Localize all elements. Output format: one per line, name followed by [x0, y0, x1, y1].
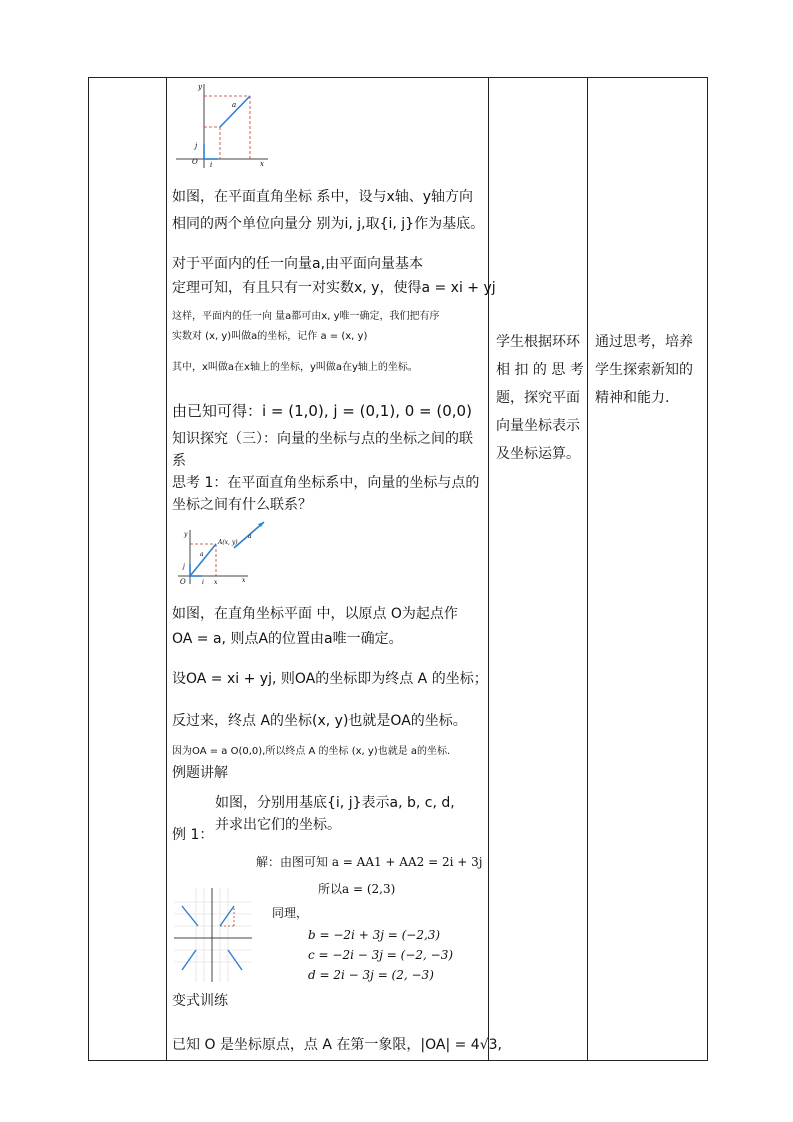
fig2-y-label: y — [184, 531, 188, 538]
example-line1: 如图，分别用基底{i, j}表示a, b, c, d, — [215, 795, 455, 811]
table-top-border — [88, 77, 708, 78]
fig2-point-label: A(x, y) — [218, 539, 238, 546]
variant-title: 变式训练 — [172, 993, 228, 1009]
s2-p1-line1: 如图，在直角坐标平面 中，以原点 O为起点作 — [172, 606, 458, 622]
table-col-divider-2 — [488, 77, 489, 1061]
col3-line4: 向量坐标表示 — [496, 418, 580, 434]
col4-line2: 学生探索新知的 — [595, 362, 693, 378]
solution-line3: 同理， — [272, 906, 309, 920]
table-bottom-border — [88, 1060, 708, 1061]
fig2-xl-label: x — [214, 579, 218, 586]
solution-line6: d = 2i − 3j = (2, −3) — [308, 968, 434, 982]
think1-line1: 思考 1：在平面直角坐标系中，向量的坐标与点的 — [172, 475, 480, 491]
variant-line1: 已知 O 是坐标原点，点 A 在第一象限，|OA| = 4√3, — [172, 1037, 502, 1053]
col3-line1: 学生根据环环 — [496, 334, 580, 350]
para2-line1: 对于平面内的任一向量a,由平面向量基本 — [172, 256, 424, 272]
col3-line2: 相 扣 的 思 考 — [496, 362, 584, 378]
fig1-a-label: a — [232, 101, 237, 109]
para1-line1: 如图，在平面直角坐标 系中，设与x轴、y轴方向 — [172, 189, 474, 205]
small-line1: 这样，平面内的任一向 量a都可由x, y唯一确定，我们把有序 — [172, 311, 440, 322]
table-col-divider-1 — [166, 77, 167, 1061]
fig2-i-label: i — [202, 579, 204, 586]
coordinate-figure-1 — [172, 80, 272, 172]
s2-p3: 反过来，终点 A的坐标(x, y)也就是OA的坐标。 — [172, 713, 467, 729]
fig2-j-label: j — [183, 563, 185, 570]
table-left-border — [88, 77, 89, 1061]
solution-line5: c = −2i − 3j = (−2, −3) — [308, 948, 454, 962]
table-col-divider-3 — [587, 77, 588, 1061]
table-right-border — [707, 77, 708, 1061]
coordinate-figure-2 — [172, 518, 272, 590]
s2-p2: 设OA = xi + yj, 则OA的坐标即为终点 A 的坐标； — [172, 671, 488, 687]
fig2-a-label: a — [200, 551, 204, 558]
para2-line2: 定理可知，有且只有一对实数x, y，使得a = xi + yj — [172, 280, 496, 296]
fig1-origin-label: O — [192, 158, 198, 166]
fig1-x-label: x — [260, 160, 264, 168]
s2-p4: 因为OA = a O(0,0),所以终点 A 的坐标 (x, y)也就是 a的坐标. — [172, 746, 451, 757]
fig1-y-label: y — [198, 83, 202, 91]
para1-line2: 相同的两个单位向量分 别为i, j,取{i, j}作为基底。 — [172, 216, 485, 232]
small-line3: 其中，x叫做a在x轴上的坐标，y叫做a在y轴上的坐标。 — [172, 362, 418, 373]
design-intent-column — [595, 328, 693, 412]
small-line2: 实数对 (x, y)叫做a的坐标，记作 a = (x, y) — [172, 331, 368, 342]
fig2-x-label: x — [242, 577, 246, 584]
explore-title-line2: 系 — [172, 453, 186, 469]
example-line2: 并求出它们的坐标。 — [215, 817, 341, 833]
fig1-i-label: i — [210, 161, 213, 169]
col4-line1: 通过思考，培养 — [595, 334, 693, 350]
student-activity-column — [496, 328, 584, 468]
col4-line3: 精神和能力. — [595, 390, 670, 406]
col3-line3: 题，探究平面 — [496, 390, 580, 406]
example-title: 例题讲解 — [172, 765, 228, 781]
solution-line4: b = −2i + 3j = (−2,3) — [308, 928, 441, 942]
vectors-grid-figure — [174, 888, 252, 982]
col3-line5: 及坐标运算。 — [496, 446, 580, 462]
known-values: 由已知可得：i = (1,0), j = (0,1), 0 = (0,0) — [172, 402, 472, 420]
explore-title-line1: 知识探究（三）：向量的坐标与点的坐标之间的联 — [172, 431, 473, 447]
fig2-a2-label: a — [248, 533, 252, 540]
fig1-j-label: j — [195, 142, 198, 150]
s2-p1-line2: OA = a, 则点A的位置由a唯一确定。 — [172, 631, 403, 647]
example-label: 例 1： — [172, 827, 214, 843]
solution-line2: 所以a = (2,3) — [318, 882, 396, 896]
think1-line2: 坐标之间有什么联系？ — [172, 497, 312, 513]
solution-line1: 解：由图可知 a = AA1 + AA2 = 2i + 3j — [256, 855, 483, 869]
fig2-origin-label: O — [180, 578, 186, 586]
